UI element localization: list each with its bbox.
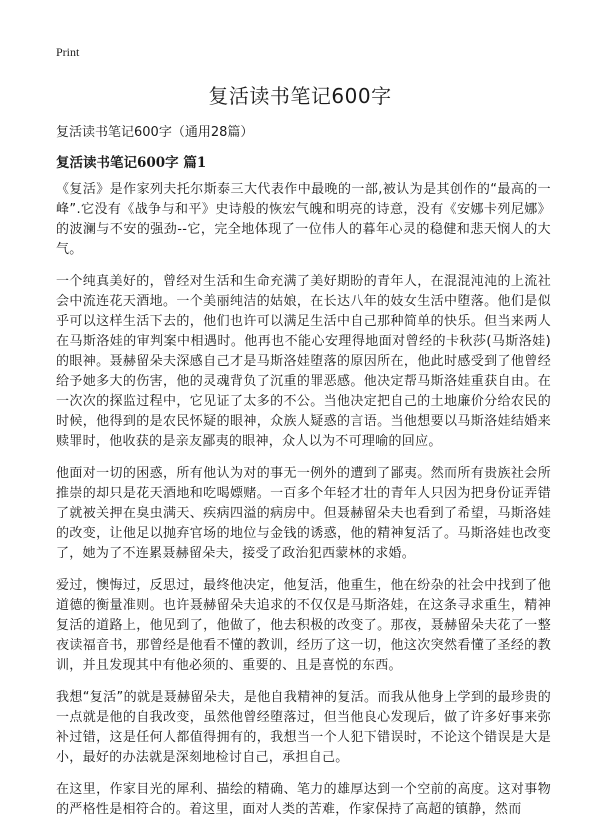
paragraph: 在这里，作家目光的犀利、描绘的精确、笔力的雄厚达到一个空前的高度。这对事物的严格性是相符合的。着这里，面对人类的苦难，作家保持了高超的镇静，然而 — [56, 782, 551, 817]
paragraph: 《复活》是作家列夫托尔斯泰三大代表作中最晚的一部,被认为是其创作的“最高的一峰”.它没有《战争与和平》史诗般的恢宏气魄和明亮的诗意，没有《安娜卡列尼娜》的波澜与不安的强劲--它，完全地体现了一位伟人的暮年心灵的稳健和悲天悯人的大气。 — [56, 182, 551, 257]
article-body — [56, 180, 551, 828]
section-heading: 复活读书笔记600字 篇1 — [56, 155, 207, 171]
print-link[interactable]: Print — [56, 45, 80, 59]
page-title: 复活读书笔记600字 — [208, 84, 392, 108]
document-subtitle: 复活读书笔记600字（通用28篇） — [56, 125, 254, 140]
paragraph: 我想“复活”的就是聂赫留朵夫，是他自我精神的复活。而我从他身上学到的最珍贵的一点就是他的自我改变，虽然他曾经堕落过，但当他良心发现后，做了许多好事来弥补过错，这是任何人都值得拥有的，我想当一个人犯下错误时，不论这个错误是大是小，最好的办法就是深刻地检讨自己，承担自己。 — [56, 690, 551, 765]
paragraph: 爱过，懊悔过，反思过，最终他决定，他复活，他重生，他在纷杂的社会中找到了他道德的衡量准则。也许聂赫留朵夫追求的不仅仅是马斯洛娃，在这条寻求重生，精神复活的道路上，他见到了，他做了，他去积极的改变了。那夜，聂赫留朵夫花了一整夜读福音书，那曾经是他看不懂的教训，经历了这一切，他这次突然看懂了圣经的教训，并且发现其中有他必须的、重要的、且是喜悦的东西。 — [56, 578, 551, 673]
paragraph: 他面对一切的困惑，所有他认为对的事无一例外的遭到了鄙夷。然而所有贵族社会所推崇的却只是花天酒地和吃喝嫖赌。一百多个年轻才壮的青年人只因为把身份证弄错了就被关押在臭虫满天、疾病四溢的病房中。但聂赫留朵夫也看到了希望，马斯洛娃的改变，让他足以抛弃官场的地位与金钱的诱惑，他的精神复活了。马斯洛娃也改变了，她为了不连累聂赫留朵夫，接受了政治犯西蒙林的求婚。 — [56, 466, 551, 561]
paragraph: 一个纯真美好的，曾经对生活和生命充满了美好期盼的青年人，在混混沌沌的上流社会中流连花天酒地。一个美丽纯洁的姑娘，在长达八年的妓女生活中堕落。他们是似乎可以这样生活下去的，他们也许可以满足生活中自己那种简单的快乐。但当来两人在马斯洛娃的审判案中相遇时。他再也不能心安理得地面对曾经的卡秋莎(马斯洛娃)的眼神。聂赫留朵夫深感自己才是马斯洛娃堕落的原因所在，他此时感受到了他曾经给予她多大的伤害，他的灵魂背负了沉重的罪恶感。他决定帮马斯洛娃重获自由。在一次次的探监过程中，它见证了太多的不公。当他决定把自己的土地廉价分给农民的时候，他得到的是农民怀疑的眼神，众族人疑惑的言语。当他想要以马斯洛娃结婚来赎罪时，他收获的是亲友鄙夷的眼神，众人以为不可理喻的回应。 — [56, 274, 551, 449]
